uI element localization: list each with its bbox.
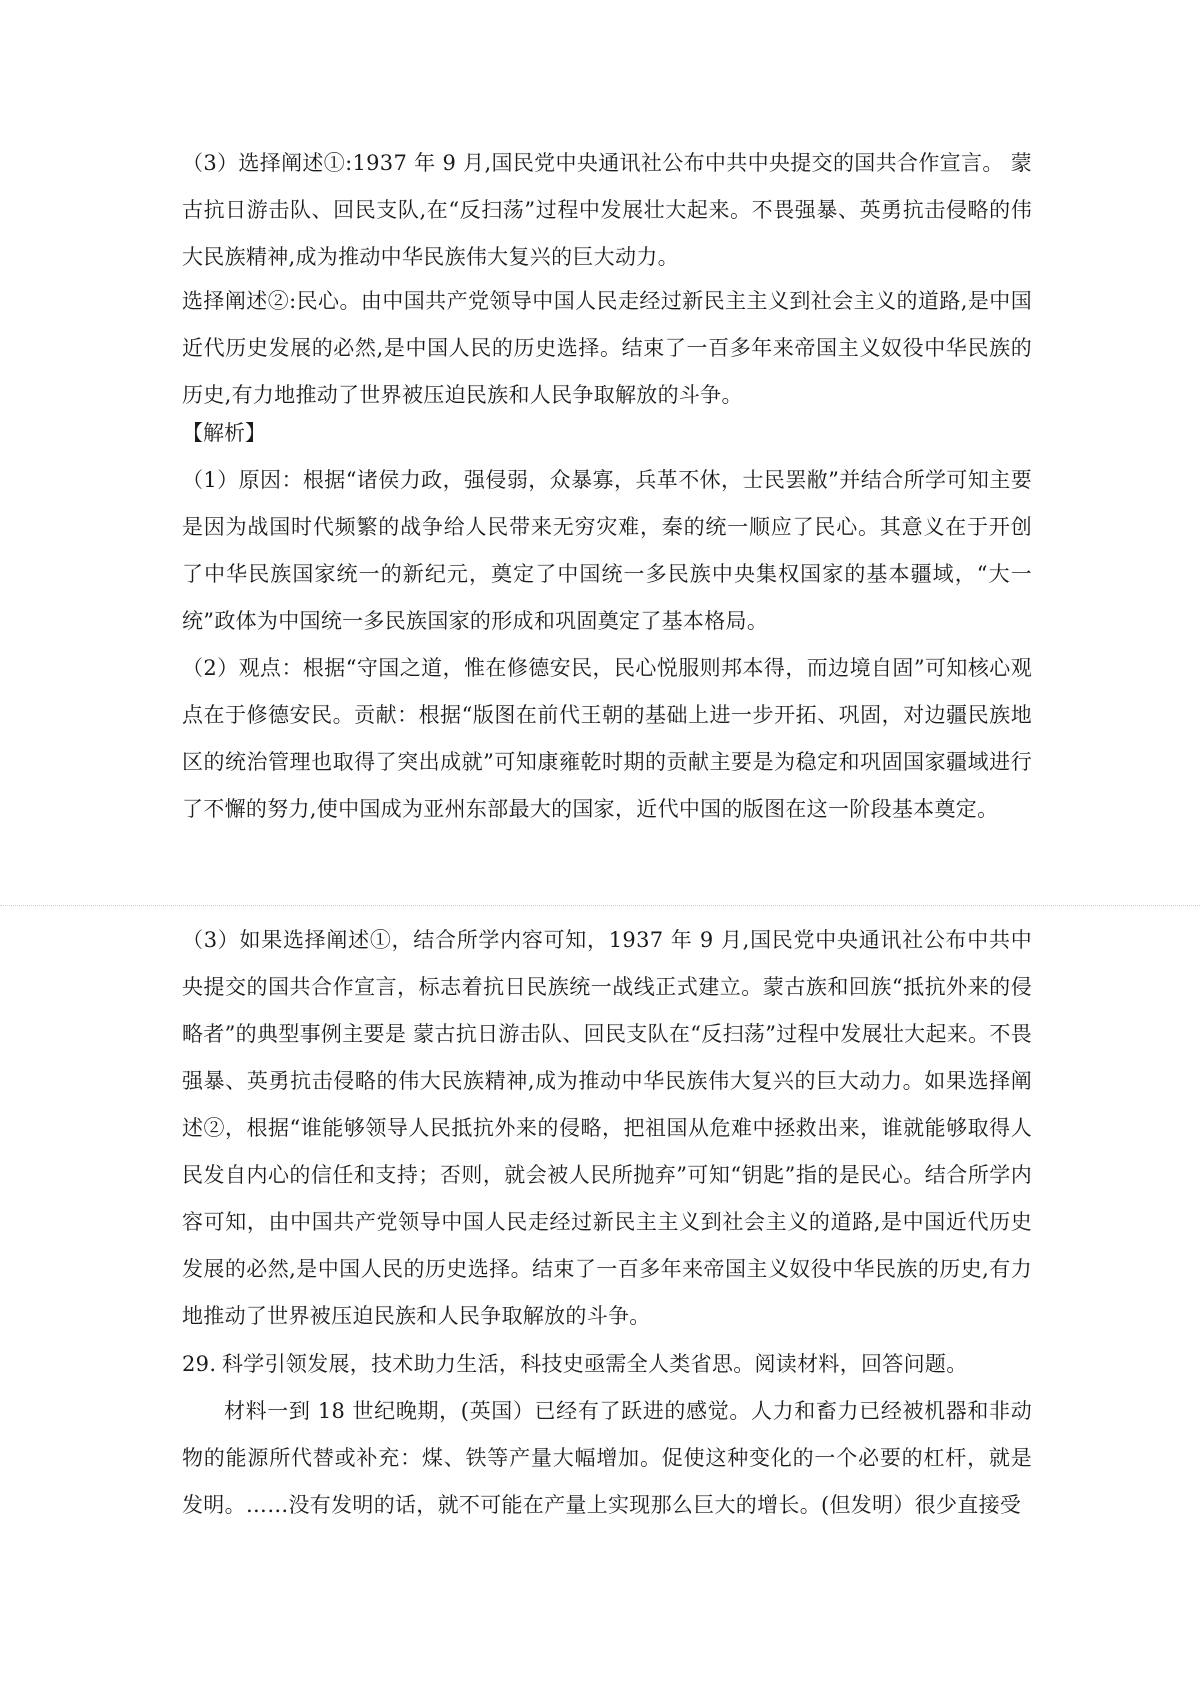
analysis-part1: （1）原因：根据“诸侯力政，强侵弱，众暴寡，兵革不休，士民罢敝”并结合所学可知主要是因为战国时代频繁的战争给人民带来无穷灾难，秦的统一顺应了民心。其意义在于开创了中华民族国家统一的新纪元，奠定了中国统一多民族中央集权国家的基本疆域，“大一统”政体为中国统一多民族国家的形成和巩固奠定了基本格局。 <box>182 468 1032 633</box>
question-29-material-block <box>182 1388 1032 1529</box>
answer-part3-block <box>182 140 1032 281</box>
answer-part3-option2: 选择阐述②:民心。由中国共产党领导中国人民走经过新民主主义到社会主义的道路,是中国近代历史发展的必然,是中国人民的历史选择。结束了一百多年来帝国主义奴役中华民族的历史,有力地推动了世界被压迫民族和人民争取解放的斗争。 <box>182 289 1032 407</box>
question-29-stem: 科学引领发展，技术助力生活，科技史亟需全人类省思。阅读材料，回答问题。 <box>222 1352 968 1376</box>
question-number: 29. <box>182 1352 217 1376</box>
question-29-stem-line <box>182 1341 1032 1388</box>
answer-part3-option2-block <box>182 278 1032 419</box>
question-29-block <box>182 1341 1032 1388</box>
analysis-part3-block <box>182 917 1032 1340</box>
page-break-divider <box>0 905 1200 906</box>
question-29-material1: 材料一到 18 世纪晚期，(英国）已经有了跃进的感觉。人力和畜力已经被机器和非动物的能源所代替或补充：煤、铁等产量大幅增加。促使这种变化的一个必要的杠杆，就是发明。……没有发明的话，就不可能在产量上实现那么巨大的增长。(但发明）很少直接受 <box>182 1399 1032 1517</box>
analysis-part2: （2）观点：根据“守国之道，惟在修德安民，民心悦服则邦本得，而边境自固”可知核心观点在于修德安民。贡献：根据“版图在前代王朝的基础上进一步开拓、巩固，对边疆民族地区的统治管理也取得了突出成就”可知康雍乾时期的贡献主要是为稳定和巩固国家疆域进行了不懈的努力,使中国成为亚州东部最大的国家，近代中国的版图在这一阶段基本奠定。 <box>182 656 1032 821</box>
analysis-heading-block <box>182 410 1032 457</box>
analysis-part1-block <box>182 457 1032 645</box>
analysis-part3: （3）如果选择阐述①，结合所学内容可知，1937 年 9 月,国民党中央通讯社公布中共中央提交的国共合作宣言，标志着抗日民族统一战线正式建立。蒙古族和回族“抵抗外来的侵略者”的典型事例主要是 蒙古抗日游击队、回民支队在“反扫荡”过程中发展壮大起来。不畏强暴、英勇抗击侵略的伟大民族精神,成为推动中华民族伟大复兴的巨大动力。如果选择阐述②，根据“谁能够领导人民抵抗外来的侵略，把祖国从危难中拯救出来，谁就能够取得人民发自内心的信任和支持；否则，就会被人民所抛弃”可知“钥匙”指的是民心。结合所学内容可知，由中国共产党领导中国人民走经过新民主主义到社会主义的道路,是中国近代历史发展的必然,是中国人民的历史选择。结束了一百多年来帝国主义奴役中华民族的历史,有力地推动了世界被压迫民族和人民争取解放的斗争。 <box>182 928 1033 1328</box>
analysis-heading: 【解析】 <box>182 421 266 445</box>
analysis-part2-block <box>182 645 1032 833</box>
answer-part3-option1: （3）选择阐述①:1937 年 9 月,国民党中央通讯社公布中共中央提交的国共合作宣言。 蒙古抗日游击队、回民支队,在“反扫荡”过程中发展壮大起来。不畏强暴、英勇抗击侵略的伟大民族精神,成为推动中华民族伟大复兴的巨大动力。 <box>182 151 1032 269</box>
